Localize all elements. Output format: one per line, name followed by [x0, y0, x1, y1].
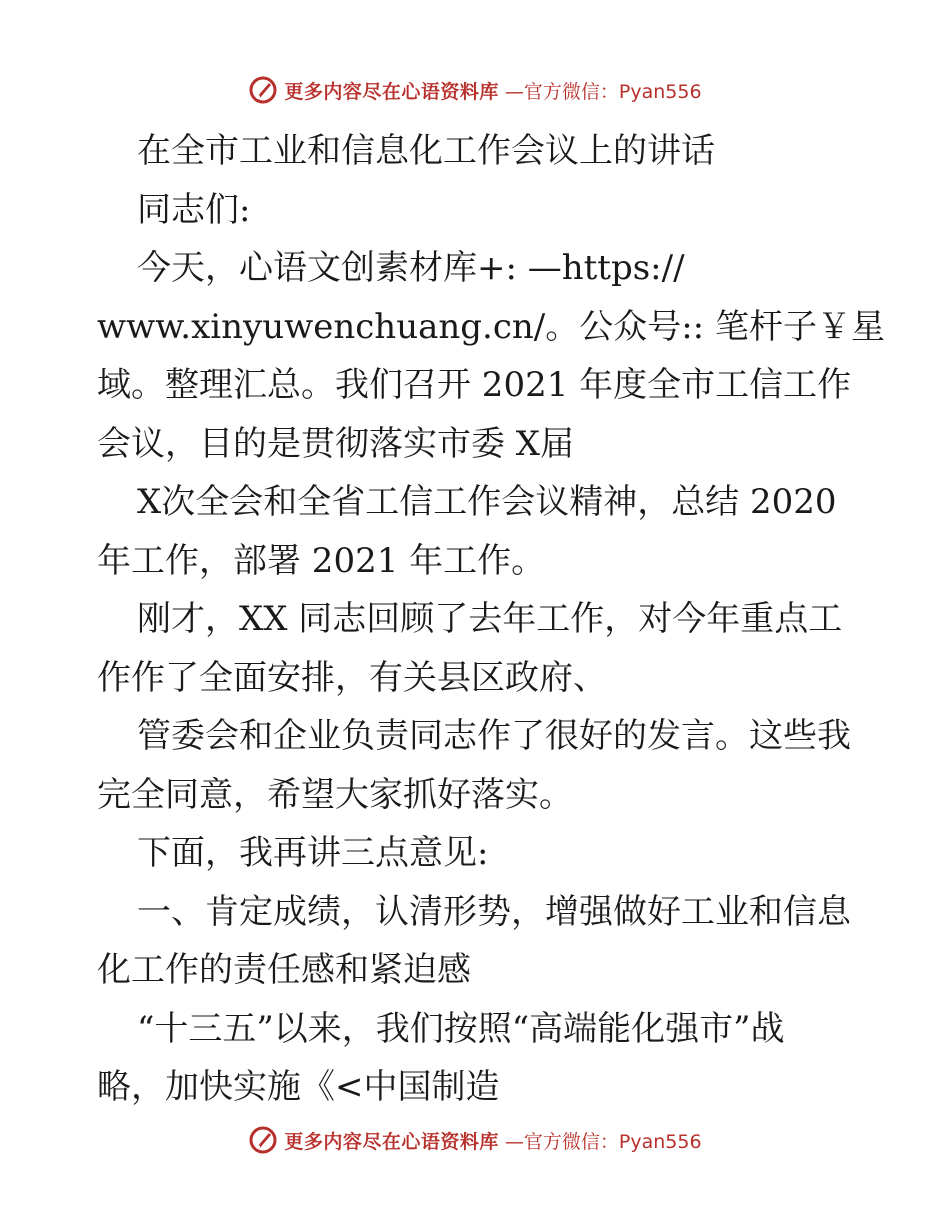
paragraph-line: 会议，目的是贯彻落实市委 X届 — [97, 423, 575, 464]
pen-logo-icon — [248, 75, 278, 105]
document-title: 在全市工业和信息化工作会议上的讲话 — [137, 131, 715, 171]
banner-title: 更多内容尽在心语资料库 — [284, 1130, 499, 1153]
document-body — [97, 122, 885, 1117]
paragraph-line: 域。整理汇总。我们召开 2021 年度全市工信工作 — [97, 365, 852, 405]
paragraph-line: 略，加快实施《<中国制造 — [97, 1067, 500, 1107]
paragraph-line: 完全同意，希望大家抓好落实。 — [97, 774, 573, 815]
banner-title: 更多内容尽在心语资料库 — [284, 80, 499, 103]
paragraph-line: “十三五”以来，我们按照“高端能化强市”战 — [137, 1008, 785, 1049]
paragraph-line: www.xinyuwenchuang.cn/。公众号:: 笔杆子￥星 — [97, 306, 885, 347]
salutation: 同志们: — [137, 189, 251, 230]
pen-logo-icon — [248, 1125, 278, 1155]
paragraph-line: 刚才，XX 同志回顾了去年工作，对今年重点工 — [137, 599, 843, 639]
paragraph-line: 管委会和企业负责同志作了很好的发言。这些我 — [137, 716, 851, 756]
banner-contact: —官方微信：Pyan556 — [504, 1130, 702, 1153]
banner-contact: —官方微信：Pyan556 — [504, 80, 702, 103]
paragraph-line: 年工作，部署 2021 年工作。 — [97, 540, 546, 581]
footer-banner — [0, 1120, 950, 1160]
header-banner — [0, 70, 950, 110]
section-heading: 化工作的责任感和紧迫感 — [97, 950, 471, 990]
section-heading: 一、肯定成绩，认清形势，增强做好工业和信息 — [137, 891, 851, 932]
paragraph-line: X次全会和全省工信工作会议精神，总结 2020 — [137, 482, 837, 522]
paragraph-line: 作作了全面安排，有关县区政府、 — [97, 657, 607, 698]
paragraph-line: 下面，我再讲三点意见: — [137, 833, 489, 873]
paragraph-line: 今天，心语文创素材库+: —https:// — [137, 248, 685, 288]
